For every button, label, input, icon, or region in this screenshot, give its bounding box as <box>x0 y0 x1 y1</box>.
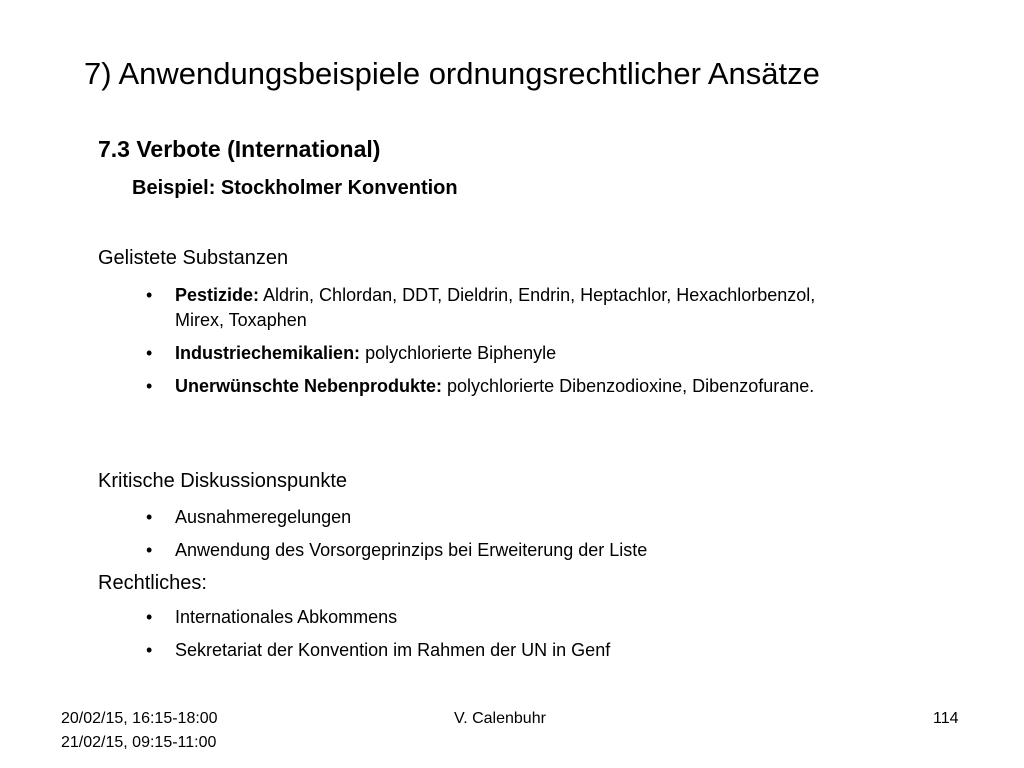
section-heading-substances: Gelistete Substanzen <box>98 247 289 269</box>
bullet-icon: • <box>146 376 153 396</box>
item-label: Pestizide: <box>175 285 260 305</box>
item-text: polychlorierte Biphenyle <box>360 343 557 363</box>
item-text: Sekretariat der Konvention im Rahmen der UN in Genf <box>175 640 611 660</box>
bullet-icon: • <box>146 607 153 627</box>
item-text: Aldrin, Chlordan, DDT, Dieldrin, Endrin, Heptachlor, Hexachlorbenzol, Mirex, Toxaphen <box>175 285 816 330</box>
section-heading-discussion: Kritische Diskussionspunkte <box>98 470 347 492</box>
substances-list <box>146 283 846 407</box>
bullet-icon: • <box>146 285 153 305</box>
list-item <box>146 341 846 366</box>
footer-author: V. Calenbuhr <box>454 710 546 727</box>
item-text: Anwendung des Vorsorgeprinzips bei Erweiterung der Liste <box>175 540 648 560</box>
footer-date-line1: 20/02/15, 16:15-18:00 <box>61 710 218 727</box>
list-item <box>146 538 846 563</box>
list-item <box>146 638 846 663</box>
footer-date-line2: 21/02/15, 09:15-11:00 <box>61 734 217 751</box>
item-text: polychlorierte Dibenzodioxine, Dibenzofurane. <box>442 376 815 396</box>
item-label: Industriechemikalien: <box>175 343 361 363</box>
item-text: Ausnahmeregelungen <box>175 507 352 527</box>
bullet-icon: • <box>146 507 153 527</box>
legal-list <box>146 605 846 671</box>
section-heading-legal: Rechtliches: <box>98 572 207 594</box>
discussion-list <box>146 505 846 571</box>
item-label: Unerwünschte Nebenprodukte: <box>175 376 443 396</box>
footer-date <box>61 707 218 755</box>
slide-subtitle: 7.3 Verbote (International) <box>98 136 381 162</box>
slide-title: 7) Anwendungsbeispiele ordnungsrechtlicher Ansätze <box>84 56 820 91</box>
list-item <box>146 605 846 630</box>
list-item <box>146 374 846 399</box>
bullet-icon: • <box>146 540 153 560</box>
page-number: 114 <box>933 710 959 727</box>
example-heading: Beispiel: Stockholmer Konvention <box>132 177 458 199</box>
bullet-icon: • <box>146 343 153 363</box>
list-item <box>146 283 846 333</box>
list-item <box>146 505 846 530</box>
item-text: Internationales Abkommens <box>175 607 398 627</box>
bullet-icon: • <box>146 640 153 660</box>
